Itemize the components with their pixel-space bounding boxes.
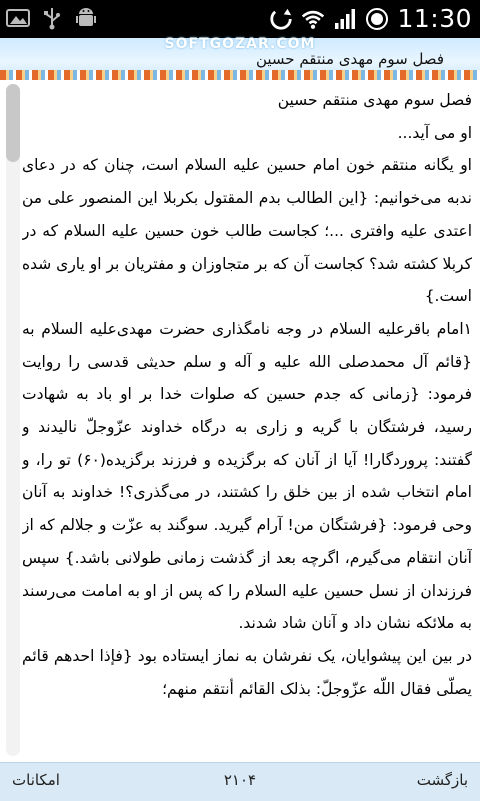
status-bar (0, 0, 480, 38)
watermark: SOFTGOZAR.COM (164, 36, 316, 52)
bottom-bar (0, 762, 480, 801)
scroll-thumb[interactable] (6, 84, 20, 162)
content-paragraph: ۱امام باقرعلیه السلام در وجه نامگذاری حضرت مهدی‌علیه السلام به {قائم آل محمدصلی الله علیه و آله و سلم حدیثی قدسی را روایت فرمود: {زمانی که جدم حسین که صلوات خدا بر او باد به شهادت رسید، فرشتگان با گریه و زاری به درگاه خداوند عزّوجلّ نالیدند و گفتند: پروردگارا! آیا از آنان که برگزیده و فرزند برگزیده(۶۰) تو را، و امام انتخاب شده از بین خلق را کشتند، در می‌گذری؟! خداوند به آنان وحی فرمود: {فرشتگان من! آرام گیرید. سوگند به عزّت و جلالم که از آنان انتقام می‌گیرم، اگرچه بعد از گذشت زمانی طولانی باشد.} سپس فرزندان از نسل حسین علیه السلام را که پس از او به امامت می‌رسند به ملائکه نشان داد و آنان شاد شدند. (22, 319, 472, 633)
book-content[interactable] (22, 84, 472, 756)
features-button[interactable]: امکانات (12, 771, 60, 789)
usb-icon (40, 6, 64, 30)
gallery-icon (6, 6, 30, 30)
content-paragraph: او می آید... (397, 123, 472, 142)
page-number: ۲۱۰۴ (223, 771, 257, 789)
battery-icon (365, 7, 389, 31)
system-status (269, 4, 472, 33)
content-paragraph: او یگانه منتقم خون امام حسین علیه السلام است، چنان که در دعای ندبه می‌خوانیم: {این الطالب بدم المقتول بکربلا این المنصور علی من اعتدی علیه وافتری ...؛ کجاست طالب خون حسین علیه السلام که در کربلا کشته شد؟ کجاست آن که بر متجاوزان و مفتریان بر او یاری شده است.} (22, 156, 472, 306)
sync-icon (269, 7, 293, 31)
content-paragraph: در بین این پیشوایان، یک نفرشان به نماز ایستاده بود {فإذا احدهم قائم یصلّی فقال اللّه عزّوجلّ: بذلک القائم أنتقم منهم؛ (22, 646, 472, 698)
clock: 11:30 (397, 4, 472, 33)
content-paragraph: فصل سوم مهدی منتقم حسین (277, 91, 472, 109)
android-debug-icon (74, 6, 98, 30)
back-button[interactable]: بازگشت (416, 771, 468, 789)
notification-icons (6, 6, 98, 30)
wifi-icon (301, 7, 325, 31)
header-ornament (0, 70, 480, 80)
scrollbar[interactable] (6, 84, 20, 756)
signal-icon (333, 7, 357, 31)
chapter-title: فصل سوم مهدی منتقم حسین (255, 50, 444, 68)
